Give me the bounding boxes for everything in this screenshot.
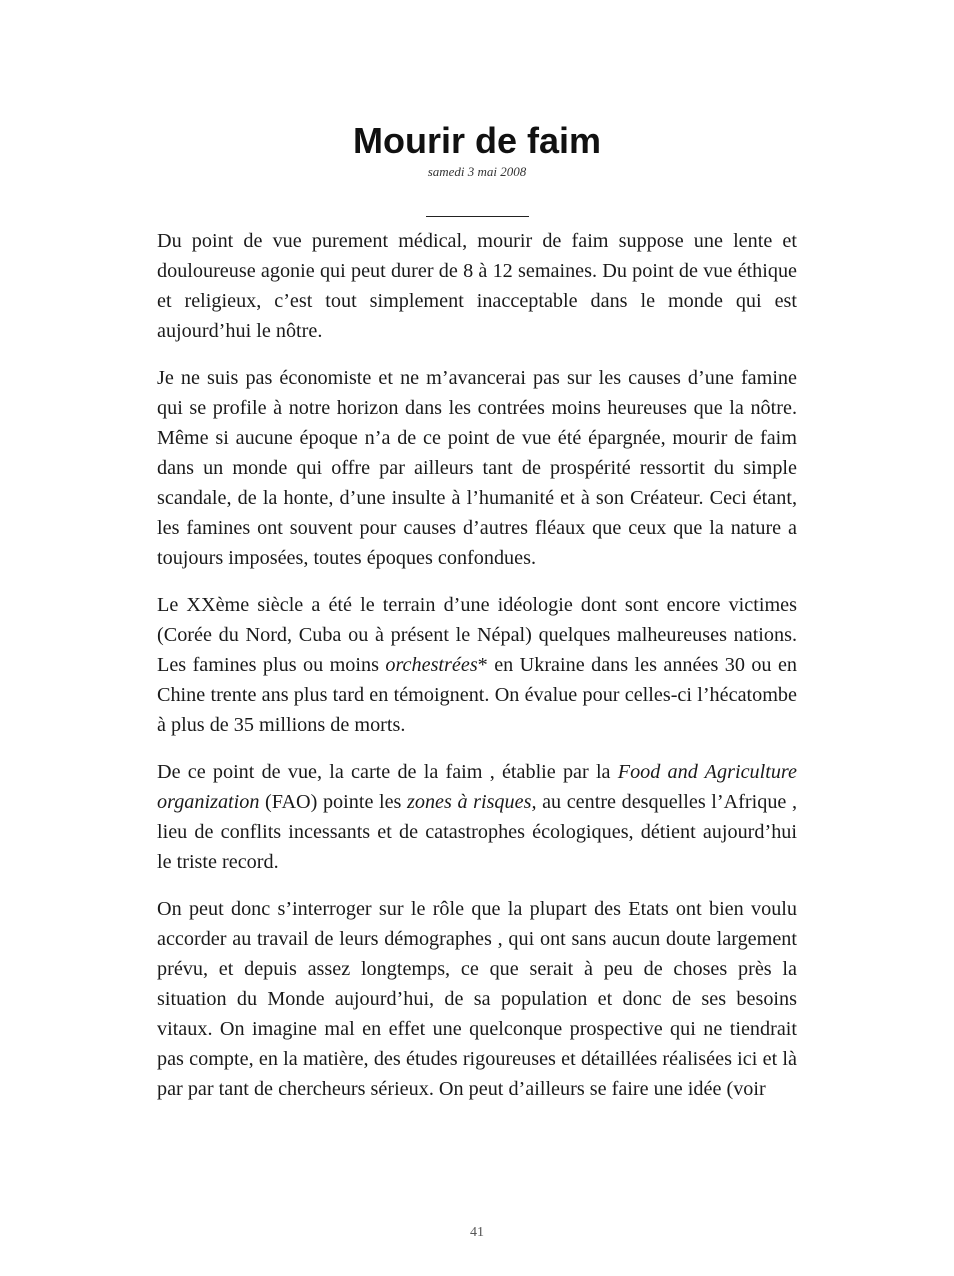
paragraph-text: Je ne suis pas économiste et ne m’avancerai pas sur les causes d’une famine qui se profile à notre horizon dans les contrées moins heureuses que la nôtre. Même si aucune époque n’a de ce point de vue été épargnée, mourir de faim dans un monde qui offre par ailleurs tant de prospérité ressortit du simple scandale, de la honte, d’une insulte à l’humanité et à son Créateur. Ceci étant, les famines ont souvent pour causes d’autres fléaux que ceux que la nature a toujours imposées, toutes époques confondues.: [157, 367, 797, 569]
paragraph-text: De ce point de vue, la carte de la faim , établie par la: [157, 761, 618, 783]
italic-term-orchestrees: orchestrées: [385, 654, 478, 676]
title-separator: [426, 216, 529, 217]
paragraph-2: [157, 363, 797, 573]
page-number: 41: [470, 1225, 484, 1240]
article-body: [157, 226, 797, 1121]
paragraph-text: On peut donc s’interroger sur le rôle que la plupart des Etats ont bien voulu accorder au travail de leurs démographes , qui ont sans aucun doute largement prévu, et depuis assez longtemps, ce que serait à peu de choses près la situation du Monde aujourd’hui, de sa population et donc de ses besoins vitaux. On imagine mal en effet une quelconque prospective qui ne tiendrait pas compte, en la matière, des études rigoureuses et détaillées réalisées ici et là par par tant de chercheurs sérieux. On peut d’ailleurs se faire une idée (voir: [157, 898, 797, 1100]
paragraph-4: [157, 757, 797, 877]
italic-term-fao: Food and Agriculture organization: [157, 761, 798, 813]
paragraph-text: Du point de vue purement médical, mourir de faim suppose une lente et douloureuse agonie qui peut durer de 8 à 12 semaines. Du point de vue éthique et religieux, c’est tout simplement inacceptable dans le monde qui est aujourd’hui le nôtre.: [157, 230, 797, 342]
paragraph-text: (FAO) pointe les: [259, 791, 407, 813]
paragraph-1: [157, 226, 797, 346]
paragraph-text: * en Ukraine dans les années 30 ou en Chine trente ans plus tard en témoignent. On évalue pour celles-ci l’hécatombe à plus de 35 millions de morts.: [157, 654, 797, 736]
paragraph-5: [157, 894, 797, 1104]
paragraph-text: Le XXème siècle a été le terrain d’une idéologie dont sont encore victimes (Corée du Nord, Cuba ou à présent le Népal) quelques malheureuses nations. Les famines plus ou moins: [157, 594, 797, 676]
article-date: samedi 3 mai 2008: [427, 164, 527, 179]
page-title: Mourir de faim: [352, 120, 602, 161]
paragraph-text: au centre desquelles l’Afrique , lieu de conflits incessants et de catastrophes écologiques, détient aujourd’hui le triste record.: [157, 791, 798, 873]
italic-term-zones: zones à risques,: [407, 791, 537, 813]
paragraph-3: [157, 590, 797, 740]
